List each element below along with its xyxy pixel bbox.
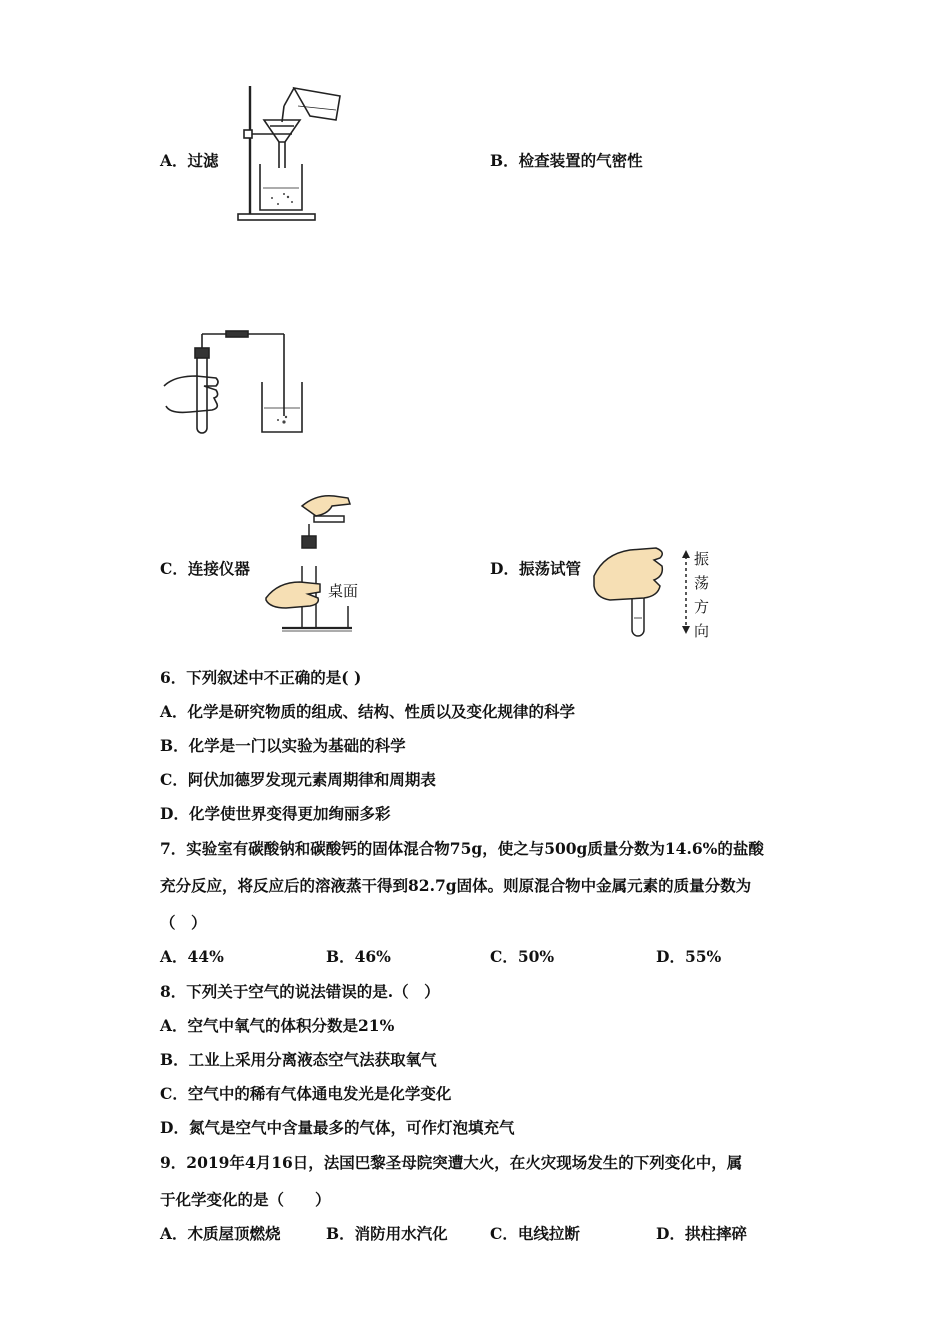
q7-option-a: A．44% (160, 947, 224, 966)
q5-option-a: A．过滤 (160, 151, 219, 170)
q7-stem-line-2: 充分反应，将反应后的溶液蒸干得到82.7g固体。则原混合物中金属元素的质量分数为 (160, 876, 752, 895)
q8-option-b: B．工业上采用分离液态空气法获取氧气 (160, 1050, 437, 1069)
q5-option-d: D．振荡试管 (490, 559, 581, 578)
shake-tube-figure (590, 542, 720, 642)
q6-option-b: B．化学是一门以实验为基础的科学 (160, 736, 406, 755)
q6-stem: 6．下列叙述中不正确的是( ) (160, 668, 362, 687)
q6-option-a: A．化学是研究物质的组成、结构、性质以及变化规律的科学 (160, 702, 576, 721)
q7-option-c: C．50% (490, 947, 555, 966)
q6-option-d: D．化学使世界变得更加绚丽多彩 (160, 804, 391, 823)
q7-option-d: D．55% (656, 947, 722, 966)
q9-option-b: B．消防用水汽化 (326, 1224, 448, 1243)
q8-stem: 8．下列关于空气的说法错误的是.（ ） (160, 982, 440, 1001)
q7-stem-line-1: 7．实验室有碳酸钠和碳酸钙的固体混合物75g，使之与500g质量分数为14.6%的盐酸 (160, 839, 764, 858)
q9-stem-line-1: 9．2019年4月16日，法国巴黎圣母院突遭大火，在火灾现场发生的下列变化中，属 (160, 1153, 743, 1172)
q7-option-b: B．46% (326, 947, 391, 966)
q8-option-d: D．氮气是空气中含量最多的气体，可作灯泡填充气 (160, 1118, 515, 1137)
direction-char-4: 向 (694, 622, 710, 640)
q9-stem-line-2: 于化学变化的是（ ） (160, 1190, 331, 1209)
q8-option-a: A．空气中氧气的体积分数是21% (160, 1016, 395, 1035)
filtration-figure (232, 76, 347, 226)
direction-char-2: 荡 (694, 574, 710, 592)
q5-option-b: B．检查装置的气密性 (490, 151, 643, 170)
q5-option-c: C．连接仪器 (160, 559, 250, 578)
direction-char-1: 振 (694, 550, 710, 568)
airtightness-figure (160, 326, 310, 438)
q9-option-c: C．电线拉断 (490, 1224, 580, 1243)
q6-option-c: C．阿伏加德罗发现元素周期律和周期表 (160, 770, 436, 789)
desk-label: 桌面 (328, 582, 359, 600)
q7-stem-line-3: （ ） (160, 913, 207, 932)
q9-option-d: D．拱柱摔碎 (656, 1224, 747, 1243)
q9-option-a: A．木质屋顶燃烧 (160, 1224, 281, 1243)
connect-apparatus-figure (262, 488, 372, 640)
direction-char-3: 方 (694, 598, 710, 616)
q8-option-c: C．空气中的稀有气体通电发光是化学变化 (160, 1084, 452, 1103)
